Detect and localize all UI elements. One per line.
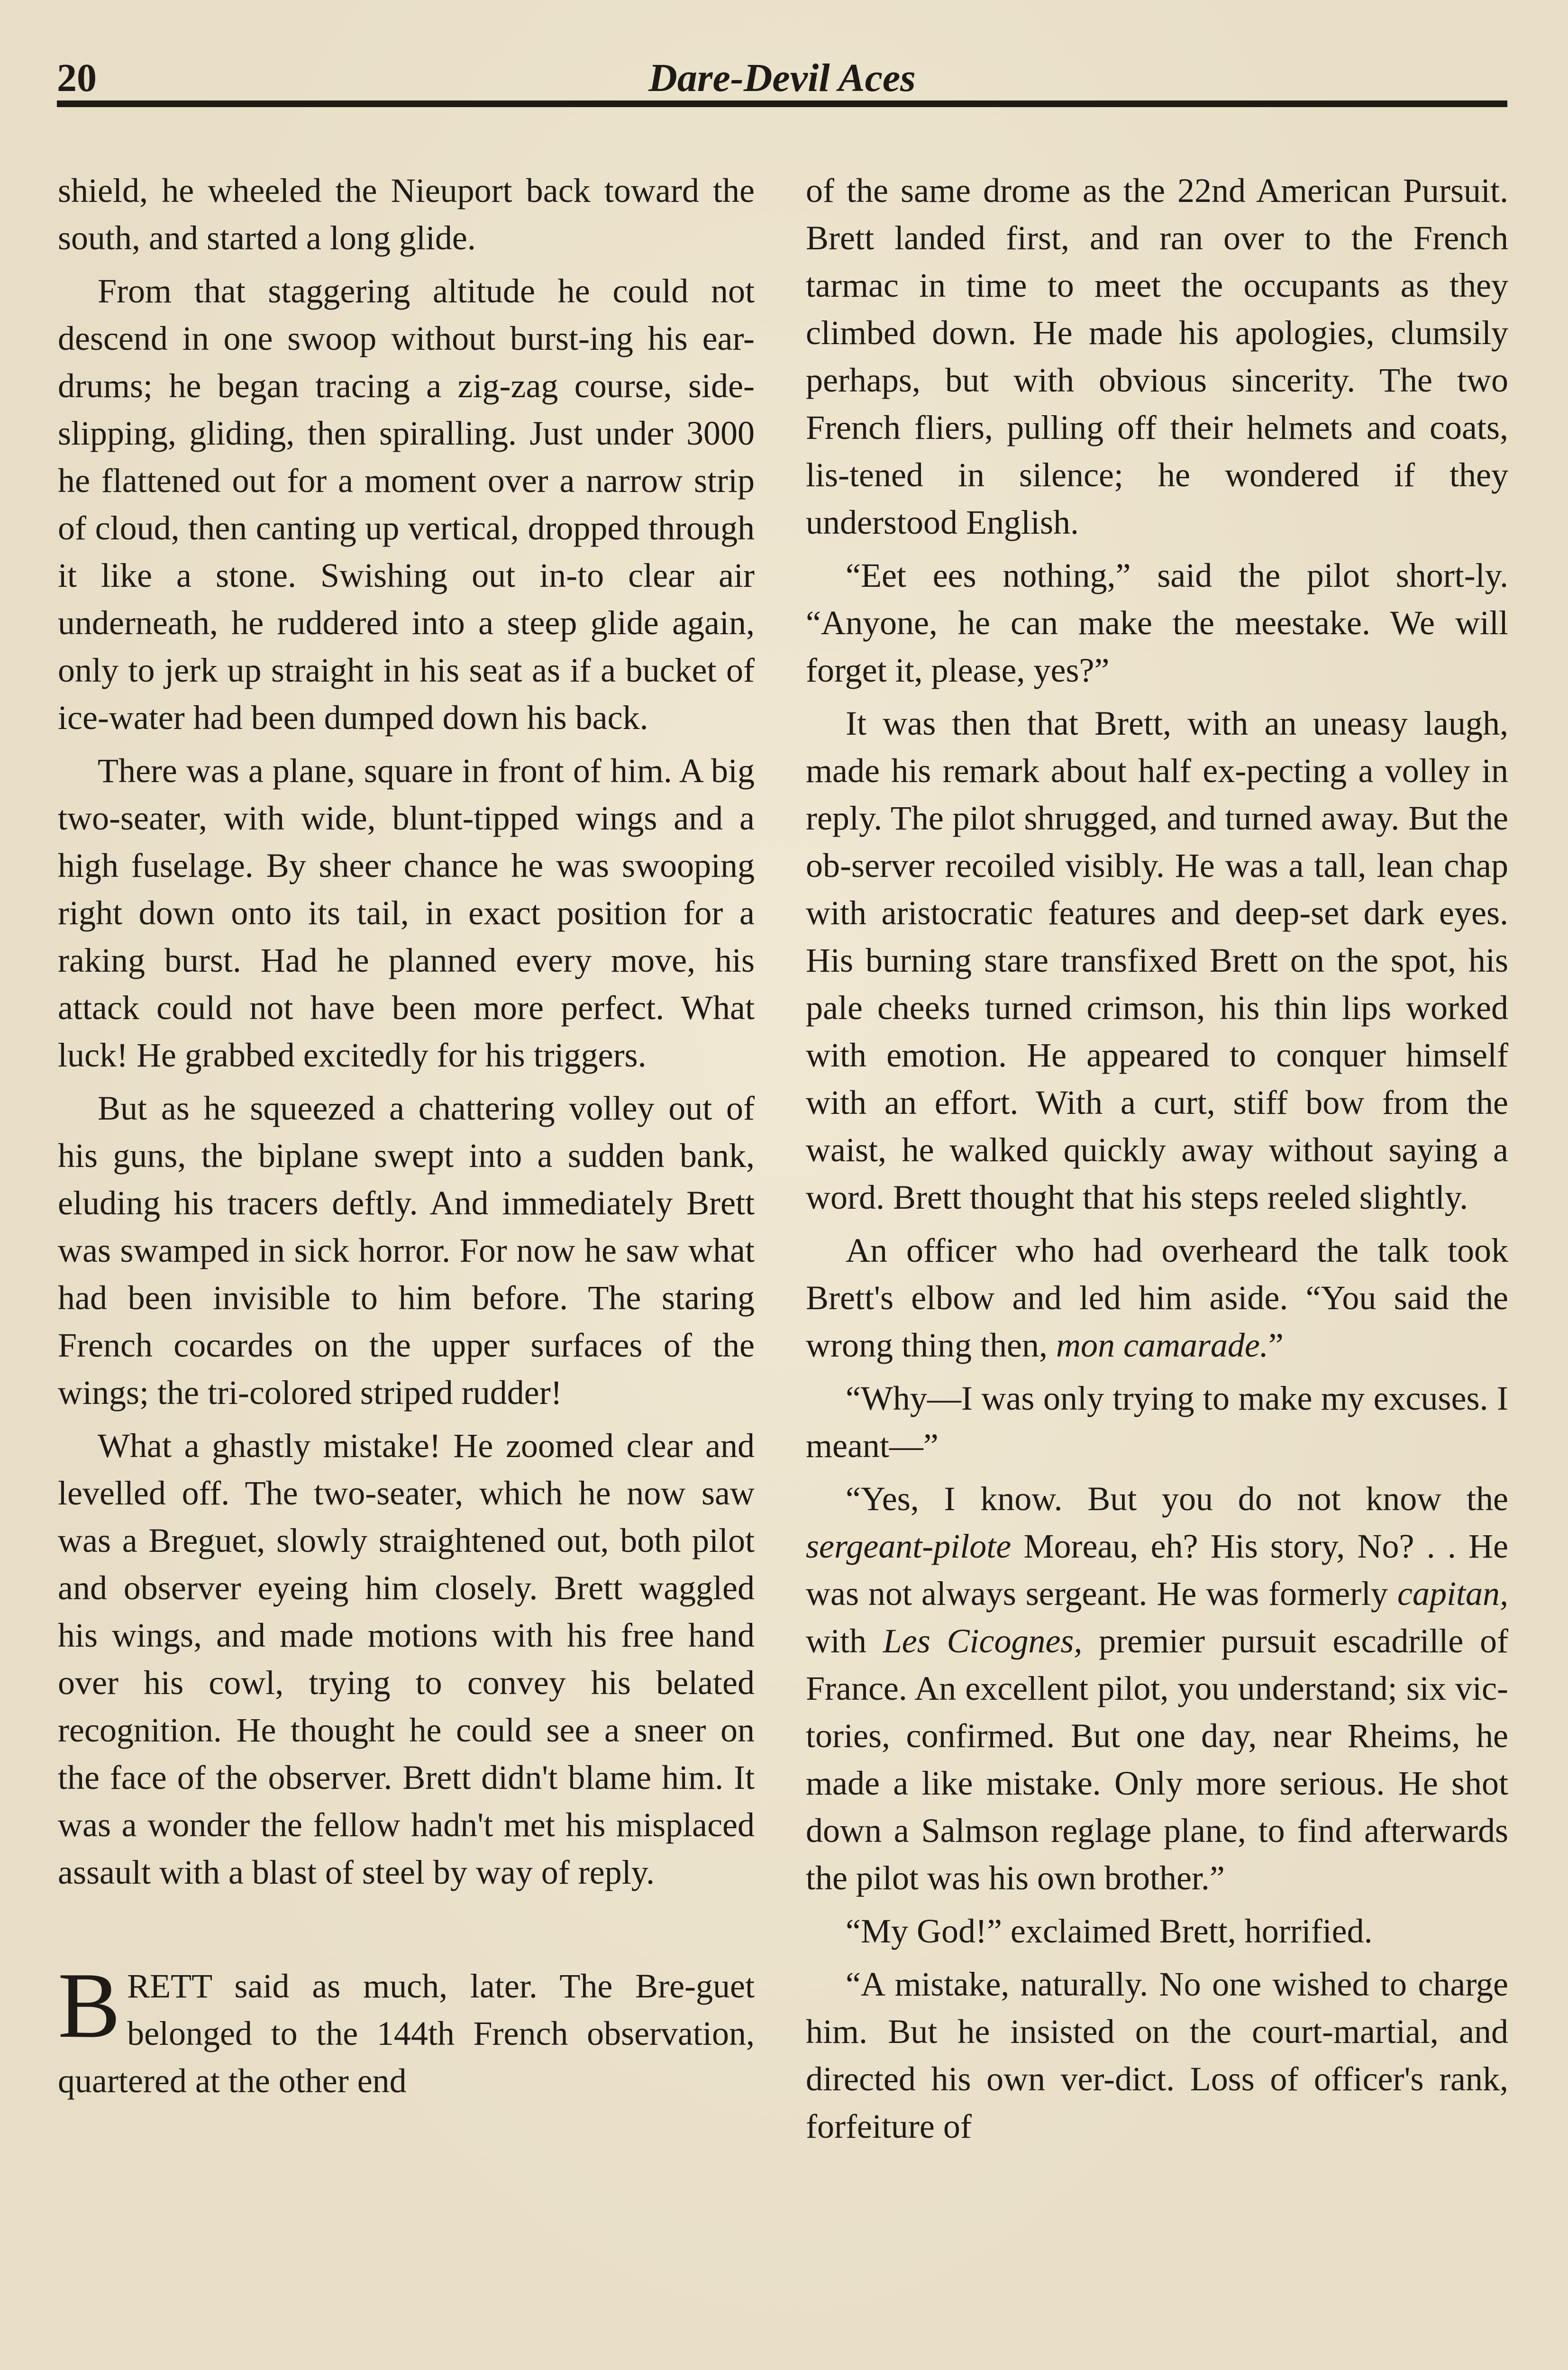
paragraph-text: Moreau, eh? His story, No? . . He was not always sergeant. He was formerly bbox=[806, 1527, 1509, 1613]
header-rule bbox=[57, 100, 1507, 107]
section-start-paragraph bbox=[58, 1953, 755, 2105]
page-number: 20 bbox=[57, 56, 97, 100]
italic-phrase: Les Cicognes, bbox=[883, 1622, 1083, 1660]
paragraph-text: RETT said as much, later. The Bre-guet belonged to the 144th French observation, quartered at the other end bbox=[58, 1967, 755, 2100]
running-title: Dare-Devil Aces bbox=[648, 56, 916, 100]
paragraph: From that staggering altitude he could not descend in one swoop without burst-ing his ear-drums; he began tracing a zig-zag course, side-slipping, gliding, then spiralling. Just under 3000 he flattened out for a moment over a narrow strip of cloud, then canting up vertical, dropped through it like a stone. Swishing out in-to clear air underneath, he ruddered into a steep glide again, only to jerk up straight in his seat as if a bucket of ice-water had been dumped down his back. bbox=[58, 272, 755, 737]
paragraph-text: with bbox=[806, 1622, 867, 1660]
drop-cap: B bbox=[58, 1953, 121, 2057]
paragraph: shield, he wheeled the Nieuport back toward the south, and started a long glide. bbox=[58, 172, 755, 257]
paragraph: of the same drome as the 22nd American Pursuit. Brett landed first, and ran over to the French tarmac in time to meet the occupants as they climbed down. He made his apologies, clumsily perhaps, but with obvious sincerity. The two French fliers, pulling off their helmets and coats, lis-tened in silence; he wondered if they understood English. bbox=[806, 172, 1508, 541]
paragraph: “A mistake, naturally. No one wished to charge him. But he insisted on the court-martial, and directed his own ver-dict. Loss of officer's rank, forfeiture of bbox=[806, 1965, 1508, 2145]
text-column-left bbox=[58, 167, 755, 2110]
italic-phrase: capitan, bbox=[1397, 1575, 1508, 1613]
paragraph-text: An officer who had overheard the talk took Brett's elbow and led him aside. “You said the wrong thing then, bbox=[806, 1231, 1508, 1364]
paragraph bbox=[806, 1475, 1508, 1902]
italic-phrase: mon camarade. bbox=[1056, 1326, 1268, 1364]
paragraph: What a ghastly mistake! He zoomed clear and levelled off. The two-seater, which he now saw was a Breguet, slowly straightened out, both pilot and observer eyeing him closely. Brett waggled his wings, and made motions with his free hand over his cowl, trying to convey his belated recognition. He thought he could see a sneer on the face of the observer. Brett didn't blame him. It was a wonder the fellow hadn't met his misplaced assault with a blast of steel by way of reply. bbox=[58, 1427, 755, 1891]
paragraph-text: premier pursuit escadrille of France. An excellent pilot, you understand; six vic-tories, confirmed. But one day, near Rheims, he made a like mistake. Only more serious. He shot down a Salmson reglage plane, to find afterwards the pilot was his own brother.” bbox=[806, 1622, 1508, 1897]
paragraph: “My God!” exclaimed Brett, horrified. bbox=[846, 1912, 1373, 1950]
paragraph: “Eet ees nothing,” said the pilot short-ly. “Anyone, he can make the meestake. We will forget it, please, yes?” bbox=[806, 556, 1508, 689]
paragraph: It was then that Brett, with an uneasy laugh, made his remark about half ex-pecting a volley in reply. The pilot shrugged, and turned away. But the ob-server recoiled visibly. He was a tall, lean chap with aristocratic features and deep-set dark eyes. His burning stare transfixed Brett on the spot, his pale cheeks turned crimson, his thin lips worked with emotion. He appeared to conquer himself with an effort. With a curt, stiff bow from the waist, he walked quickly away without saying a word. Brett thought that his steps reeled slightly. bbox=[806, 704, 1508, 1216]
paragraph-text: “Yes, I know. But you do not know the bbox=[846, 1480, 1508, 1518]
paragraph: There was a plane, square in front of him. A big two-seater, with wide, blunt-tipped wings and a high fuselage. By sheer chance he was swooping right down onto its tail, in exact position for a raking burst. Had he planned every move, his attack could not have been more perfect. What luck! He grabbed excitedly for his triggers. bbox=[58, 752, 755, 1074]
text-column-right bbox=[806, 167, 1508, 2156]
paragraph bbox=[806, 1227, 1508, 1369]
italic-phrase: sergeant-pilote bbox=[806, 1527, 1012, 1565]
page-header bbox=[57, 52, 1507, 104]
paragraph: “Why—I was only trying to make my excuses. I meant—” bbox=[806, 1379, 1508, 1465]
paragraph: But as he squeezed a chattering volley out of his guns, the biplane swept into a sudden bank, eluding his tracers deftly. And immediately Brett was swamped in sick horror. For now he saw what had been invisible to him before. The staring French cocardes on the upper surfaces of the wings; the tri-colored striped rudder! bbox=[58, 1089, 755, 1412]
closing-quote: ” bbox=[1268, 1326, 1284, 1364]
